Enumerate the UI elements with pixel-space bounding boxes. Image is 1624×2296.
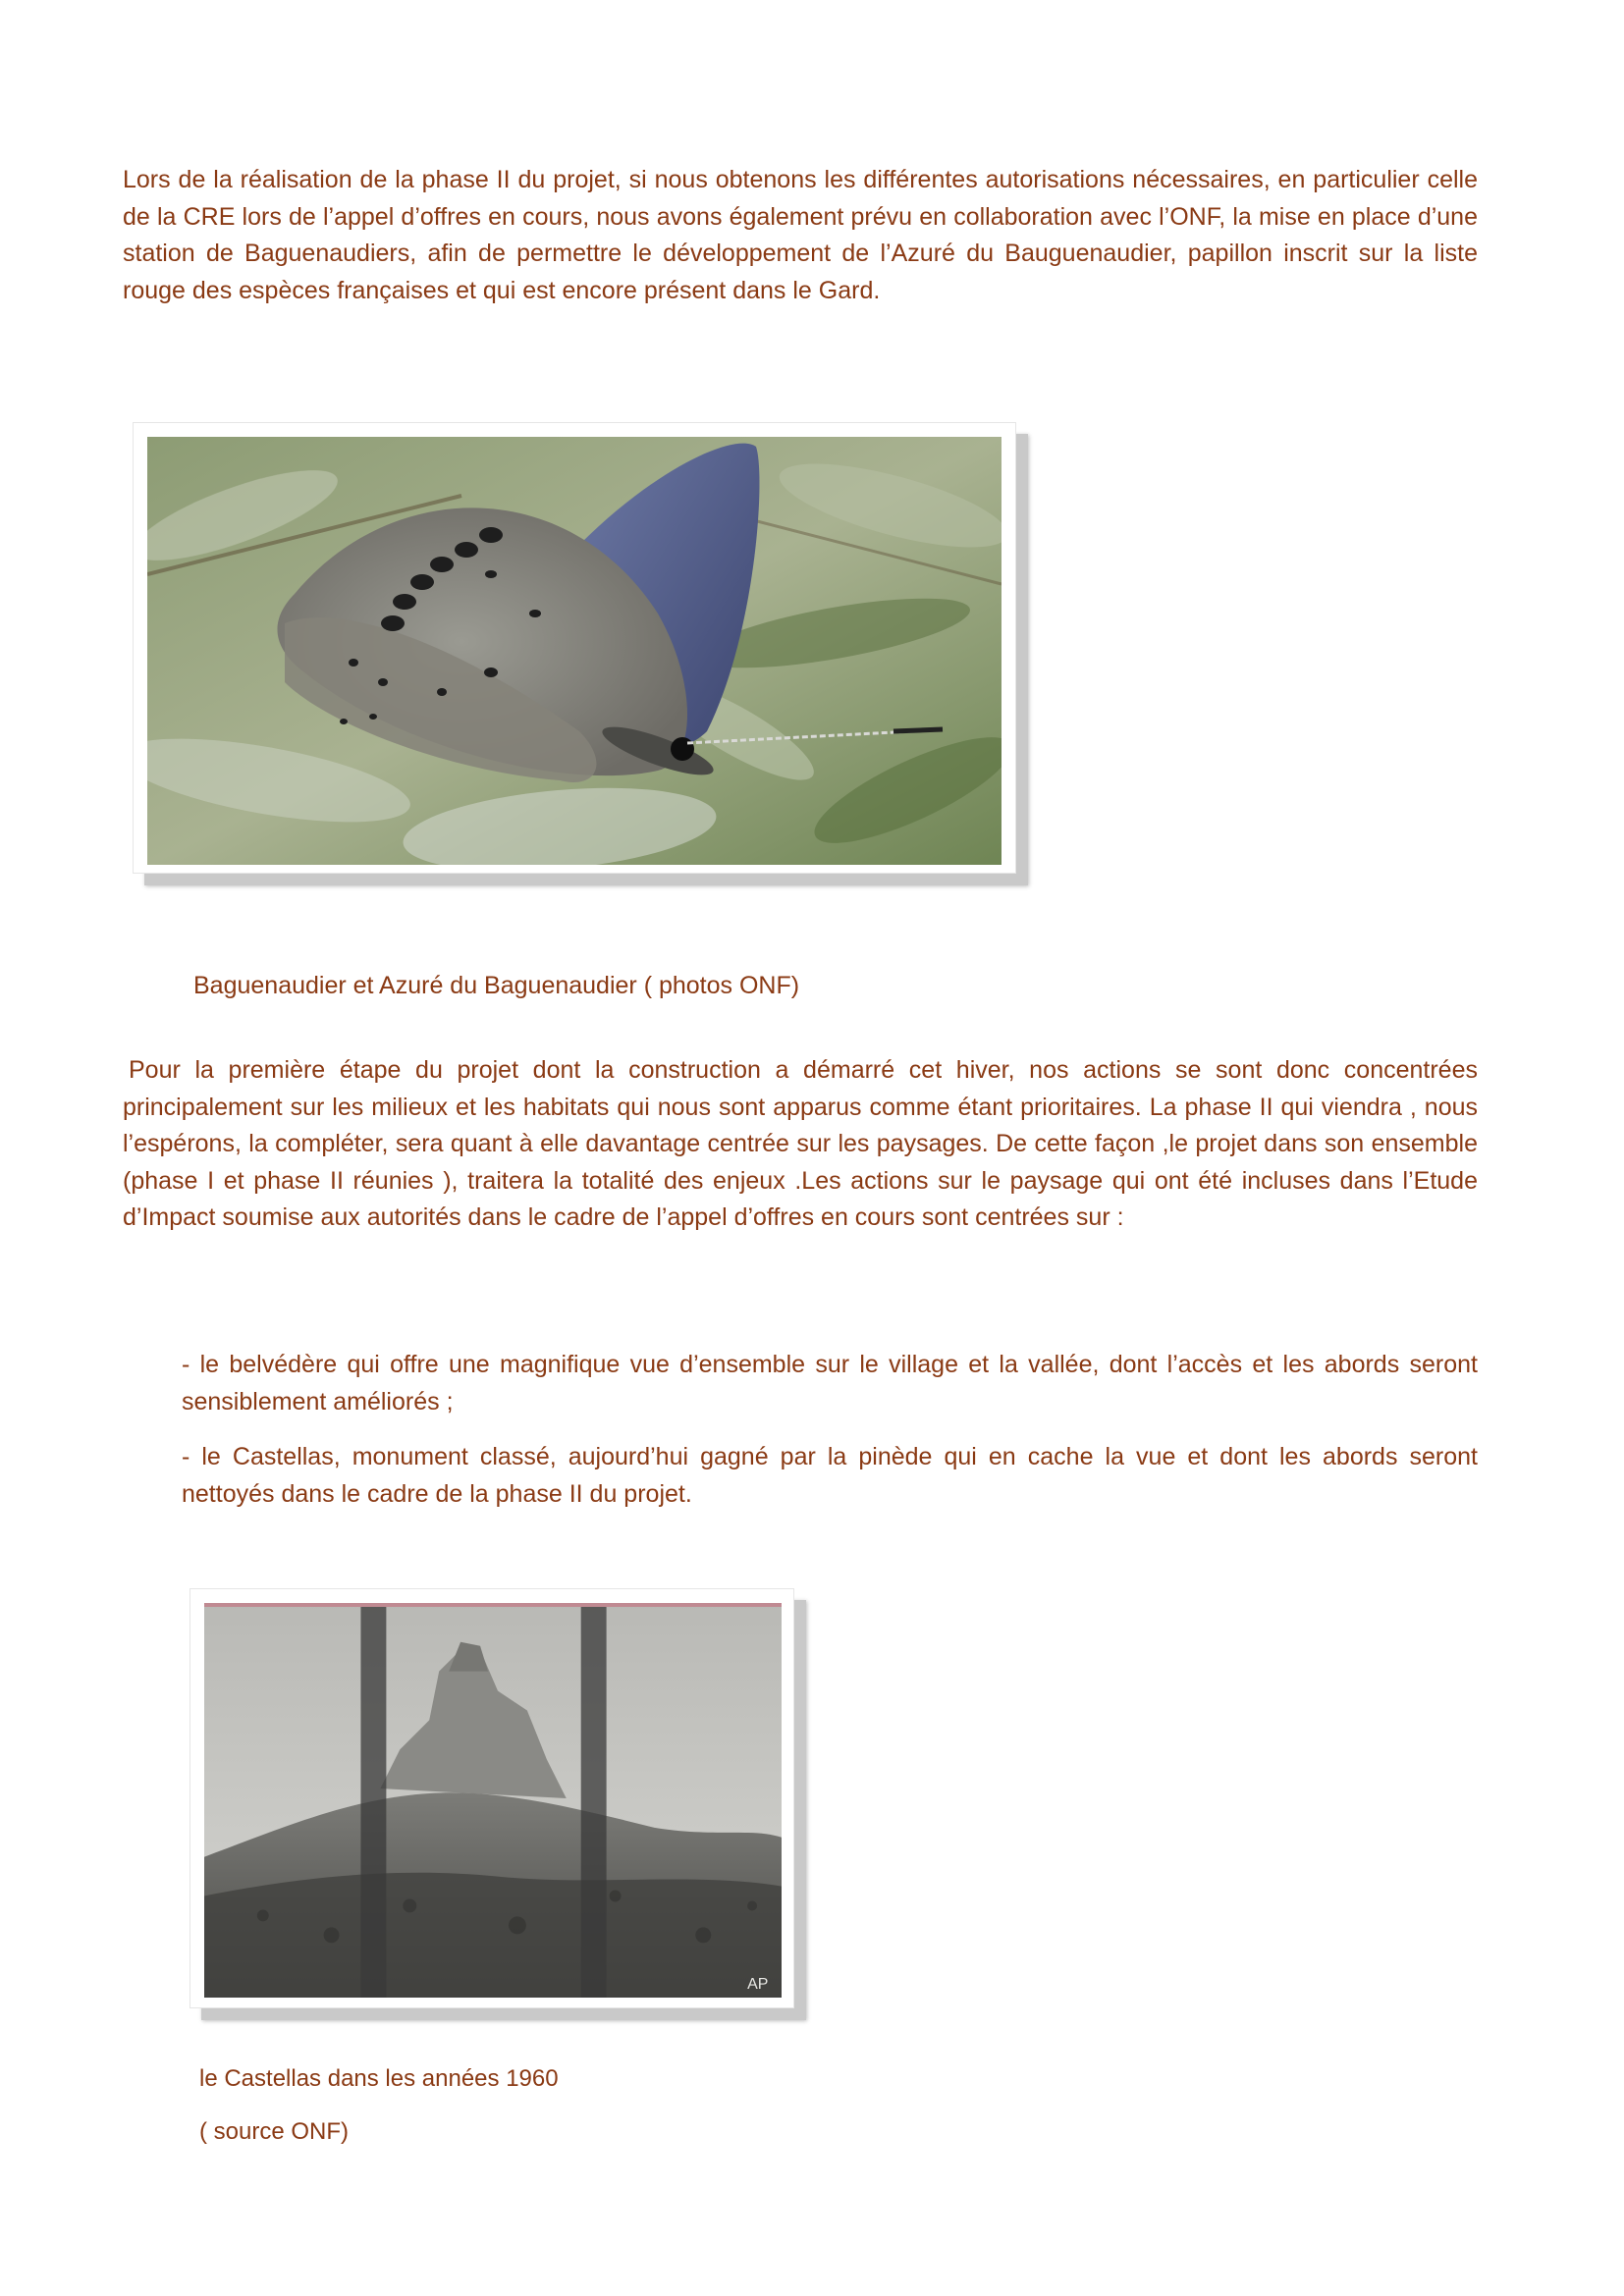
castle-photo [204, 1603, 782, 1998]
butterfly-photo-frame [133, 422, 1016, 874]
intro-paragraph: Lors de la réalisation de la phase II du projet, si nous obtenons les différentes autorisations nécessaires, en particulier celle de la CRE lors de l’appel d’offres en cours, nous avons également prévu en collaboration avec l’ONF, la mise en place d’une station de Baguenaudiers, afin de permettre le développement de l’Azuré du Bauguenaudier, papillon inscrit sur la liste rouge des espèces françaises et qui est encore présent dans le Gard. [123, 166, 1478, 304]
castle-photo-mark: AP [747, 1976, 769, 1994]
castle-photo-frame [189, 1588, 794, 2008]
castle-caption-line-1: le Castellas dans les années 1960 [199, 2065, 559, 2092]
castle-caption-line-2: ( source ONF) [199, 2118, 350, 2145]
bullet-belvedere: - le belvédère qui offre une magnifique vue d’ensemble sur le village et la vallée, dont l’accès et les abords seront sensiblement améliorés ; [182, 1351, 1478, 1415]
butterfly-photo [147, 437, 1001, 865]
butterfly-caption: Baguenaudier et Azuré du Baguenaudier ( photos ONF) [193, 972, 800, 999]
project-paragraph: Pour la première étape du projet dont la construction a démarré cet hiver, nos actions se sont donc concentrées principalement sur les milieux et les habitats qui nous sont apparus comme étant prioritaires. La phase II qui viendra , nous l’espérons, la compléter, sera quant à elle davantage centrée sur les paysages. De cette façon ,le projet dans son ensemble (phase I et phase II réunies ), traitera la totalité des enjeux .Les actions sur le paysage qui ont été incluses dans l’Etude d’Impact soumise aux autorités dans le cadre de l’appel d’offres en cours sont centrées sur : [123, 1056, 1478, 1231]
bullet-castellas: - le Castellas, monument classé, aujourd’hui gagné par la pinède qui en cache la vue et dont les abords seront nettoyés dans le cadre de la phase II du projet. [182, 1443, 1478, 1508]
